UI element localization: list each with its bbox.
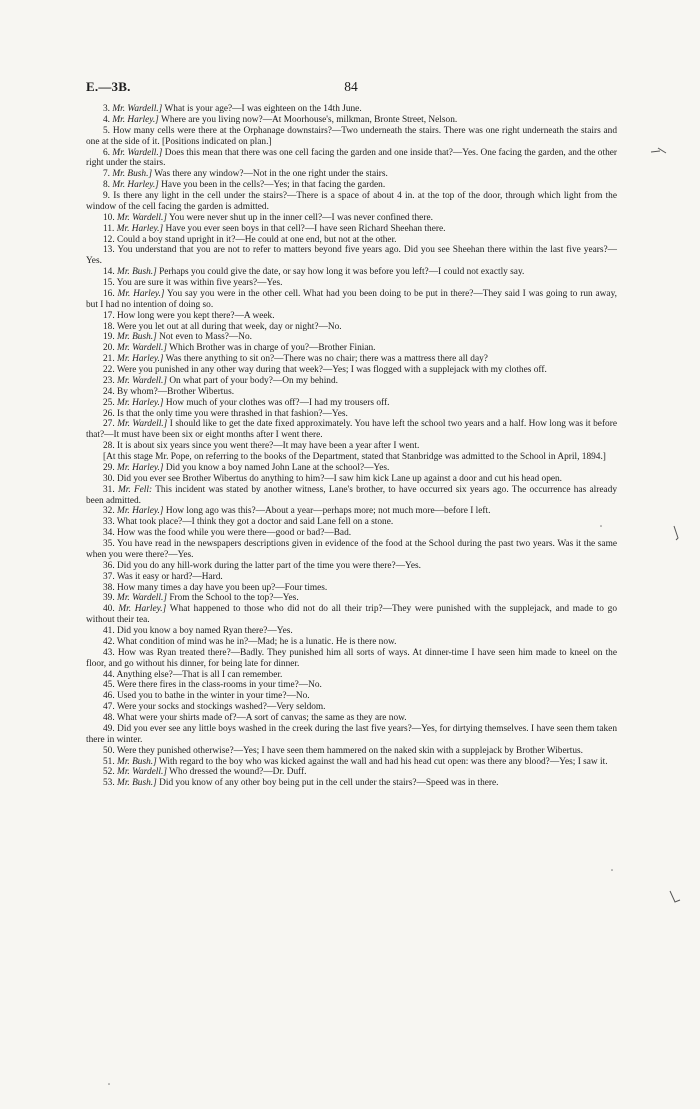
question-number: 28. [103,441,115,452]
transcript-paragraph [86,463,617,474]
paragraph-text: You were never shut up in the inner cell?—I was never confined there. [168,212,433,223]
question-number: 3. [103,104,111,114]
speaker-label: Mr. Bush.] [117,756,157,767]
transcript-paragraph [86,213,617,224]
question-number: 49. [103,723,115,734]
question-number: 48. [103,713,115,723]
paragraph-text: What condition of mind was he in?—Mad; he is a lunatic. He is there now. [116,636,397,647]
transcript-paragraph [86,365,617,376]
transcript-paragraph [86,180,617,191]
margin-mark [674,526,678,540]
transcript-paragraph [86,126,617,148]
transcript-paragraph [86,224,617,235]
transcript-paragraph [86,311,617,322]
question-number: 51. [103,756,115,767]
question-number: 21. [103,354,115,365]
question-number: 33. [103,517,115,528]
question-number: 50. [103,745,115,756]
question-number: 20. [103,343,115,354]
paragraph-text: What took place?—I think they got a doctor and said Lane fell on a stone. [116,517,394,528]
paragraph-text: What happened to those who did not do all their trip?—They were punished with the supplejack, and made to go without their tea. [86,604,617,626]
transcript-paragraph [86,441,617,452]
speaker-label: Mr. Wardell.] [112,147,163,158]
transcript-paragraph [86,778,617,789]
paragraph-text: You say you were in the other cell. What had you been doing to be put in there?—They said I was going to run away, but I had no intention of doing so. [86,288,617,310]
paragraph-text: Were you let out at all during that week, day or night?—No. [116,321,342,332]
question-number: 44. [103,669,115,680]
question-number: 5. [103,125,111,136]
paragraph-text: [At this stage Mr. Pope, on referring to the books of the Department, stated that Stanbridge was admitted to the School in April, 1894.] [103,452,606,462]
question-number: 42. [103,636,115,647]
question-number: 34. [103,528,115,539]
transcript-paragraph [86,583,617,594]
transcript-paragraph [86,637,617,648]
paragraph-text: It is about six years since you went there?—It may have been a year after I went. [117,441,420,452]
question-number: 38. [103,582,115,593]
speaker-label: Mr. Wardell.] [117,419,168,430]
transcript-paragraph [86,539,617,561]
transcript-paragraph [86,572,617,583]
transcript-paragraph [86,115,617,126]
paragraph-text: How was Ryan treated there?—Badly. They punished him all sorts of ways. At dinner-time I have seen him made to kneel on the floor, and go without his dinner, for being late for dinner. [86,647,617,669]
transcript-paragraph [86,245,617,267]
question-number: 26. [103,408,115,419]
transcript-paragraph [86,398,617,409]
paragraph-text: By whom?—Brother Wibertus. [117,386,235,397]
speaker-label: Mr. Harley.] [116,223,164,234]
transcript-paragraph [86,506,617,517]
transcript-paragraph [86,419,617,441]
paragraph-text: Did you ever see Brother Wibertus do anything to him?—I saw him kick Lane up against a door and cut his head open. [117,473,563,484]
margin-mark [651,148,666,153]
transcript-paragraph [86,332,617,343]
paragraph-text: Were you punished in any other way during that week?—Yes; I was flogged with a supplejack with my clothes off. [116,365,547,375]
transcript-paragraph [86,148,617,170]
question-number: 19. [103,332,115,343]
paragraph-text: What were your shirts made of?—A sort of canvas; the same as they are now. [116,713,407,723]
paragraph-text: You are sure it was within five years?—Yes. [116,278,283,288]
transcript-paragraph [86,409,617,420]
transcript-paragraph [86,680,617,691]
question-number: 36. [103,560,115,571]
speaker-label: Mr. Harley.] [112,180,159,191]
speaker-label: Mr. Harley.] [117,354,164,365]
question-number: 11. [103,223,115,234]
paragraph-text: Was there anything to sit on?—There was no chair; there was a mattress there all day? [165,354,488,365]
transcript-paragraph [86,278,617,289]
speaker-label: Mr. Bush.] [117,778,157,789]
transcript-paragraph [86,702,617,713]
question-number: 52. [103,767,115,778]
speaker-label: Mr. Harley.] [117,506,164,517]
paragraph-text: Not even to Mass?—No. [159,332,252,343]
transcript-paragraph [86,604,617,626]
paragraph-text: Does this mean that there was one cell facing the garden and one inside that?—Yes. One facing the garden, and the other right under the stairs. [86,147,618,169]
paragraph-text: What is your age?—I was eighteen on the 14th June. [164,104,362,114]
paragraph-text: Did you ever see any little boys washed in the creek during the last five years?—Yes, for dirtying themselves. I have seen them taken there in winter. [86,723,617,745]
page-header [86,79,616,95]
question-number: 27. [103,419,115,430]
question-number: 46. [103,691,115,702]
question-number: 41. [103,626,115,636]
paragraph-text: Did you know a boy named Ryan there?—Yes. [117,626,293,636]
paragraph-text: This incident was stated by another witness, Lane's brother, to have occurred six years ago. The occurrence has already been admitted. [86,484,618,506]
transcript-paragraph [86,517,617,528]
question-number: 43. [103,647,115,658]
question-number: 22. [103,365,115,375]
question-number: 53. [103,778,115,789]
question-number: 8. [103,180,111,191]
question-number: 18. [103,321,115,332]
question-number: 16. [103,288,115,299]
transcript-paragraph [86,354,617,365]
question-number: 12. [103,234,115,245]
transcript-paragraph [86,648,617,670]
paragraph-text: Is that the only time you were thrashed in that fashion?—Yes. [117,408,348,419]
paragraph-text: How many times a day have you been up?—Four times. [117,582,328,593]
question-number: 32. [103,506,115,517]
paragraph-text: I should like to get the date fixed approximately. You have left the school two years and a half. How long was it before that?—It must have been six or eight months after I went there. [86,419,617,441]
transcript-paragraph [86,485,617,507]
question-number: 39. [103,593,115,604]
transcript-paragraph [86,376,617,387]
speaker-label: Mr. Bush.] [117,332,157,343]
transcript-paragraph [86,267,617,278]
transcript-paragraph [86,387,617,398]
question-number: 25. [103,397,115,408]
document-reference: E.—3B. [86,79,131,94]
paragraph-text: Were there fires in the class-rooms in your time?—No. [116,680,322,691]
paragraph-text: Were they punished otherwise?—Yes; I have seen them hammered on the naked skin with a supplejack by Brother Wibertus. [116,745,583,756]
speaker-label: Mr. Bush.] [117,267,157,278]
paragraph-text: You understand that you are not to refer to matters beyond five years ago. Did you see Sheehan there within the last five years?—Yes. [86,245,617,267]
speaker-label: Mr. Harley.] [117,288,165,299]
question-number: 9. [103,191,111,201]
transcript-paragraph [86,746,617,757]
speaker-label: Mr. Harley.] [117,462,164,473]
question-number: 47. [103,702,115,713]
question-number: 29. [103,462,115,473]
paragraph-text: From the School to the top?—Yes. [169,593,299,604]
transcript-paragraph [86,474,617,485]
paragraph-text: Where are you living now?—At Moorhouse's, milkman, Bronte Street, Nelson. [161,114,458,125]
transcript-paragraph [86,670,617,681]
speaker-label: Mr. Wardell.] [117,343,167,354]
paragraph-text: Anything else?—That is all I can remember. [116,669,283,680]
paragraph-text: Was it easy or hard?—Hard. [116,571,223,582]
paragraph-text: Used you to bathe in the winter in your time?—No. [117,691,310,702]
margin-mark [670,891,680,902]
paragraph-text: Perhaps you could give the date, or say how long it was before you left?—I could not exactly say. [159,267,525,278]
question-number: 31. [103,484,115,495]
speaker-label: Mr. Wardell.] [112,104,163,114]
paragraph-text: Who dressed the wound?—Dr. Duff. [169,767,307,778]
transcript-paragraph [86,713,617,724]
transcript-paragraph [86,767,617,778]
evidence-transcript [86,104,617,789]
transcript-paragraph [86,561,617,572]
question-number: 7. [103,169,111,180]
margin-mark [611,869,613,871]
question-number: 40. [103,604,115,615]
paragraph-text: How long were you kept there?—A week. [117,310,275,321]
question-number: 45. [103,680,115,691]
paragraph-text: With regard to the boy who was kicked against the wall and had his head cut open: was there any blood?—Yes; I saw it. [158,756,608,767]
paragraph-text: Have you ever seen boys in that cell?—I have seen Richard Sheehan there. [165,223,446,234]
paragraph-text: Is there any light in the cell under the stairs?—There is a space of about 4 in. at the top of the door, through which light from the window of the cell facing the garden is admitted. [86,191,617,212]
speaker-label: Mr. Harley.] [118,604,167,615]
transcript-paragraph [86,169,617,180]
question-number: 15. [103,278,115,288]
speaker-label: Mr. Wardell.] [117,212,167,223]
transcript-paragraph [86,289,617,311]
speaker-label: Mr. Harley.] [117,397,164,408]
paragraph-text: How was the food while you were there—good or bad?—Bad. [117,528,352,539]
question-number: 23. [103,375,115,386]
paragraph-text: Could a boy stand upright in it?—He could at one end, but not at the other. [117,234,397,245]
paragraph-text: Was there any window?—Not in the one right under the stairs. [154,169,388,180]
transcript-paragraph [86,757,617,768]
question-number: 13. [103,245,115,256]
question-number: 35. [103,539,115,549]
paragraph-text: Did you know of any other boy being put in the cell under the stairs?—Speed was in there. [159,778,499,789]
paragraph-text: You have read in the newspapers descriptions given in evidence of the food at the School during the past two years. Was it the same when you were there?—Yes. [86,539,617,560]
transcript-paragraph [86,691,617,702]
transcript-paragraph [86,322,617,333]
paragraph-text: Were your socks and stockings washed?—Very seldom. [116,702,326,713]
speaker-label: Mr. Bush.] [112,169,153,180]
speaker-label: Mr. Wardell.] [117,375,167,386]
paragraph-text: Did you know a boy named John Lane at the school?—Yes. [165,462,390,473]
question-number: 14. [103,267,115,278]
speaker-label: Mr. Wardell.] [117,767,167,778]
transcript-paragraph [86,104,617,115]
speaker-label: Mr. Fell: [117,484,153,495]
transcript-paragraph [86,626,617,637]
transcript-paragraph [86,452,617,463]
speaker-label: Mr. Wardell.] [117,593,167,604]
question-number: 6. [103,147,111,158]
transcript-paragraph [86,343,617,354]
paragraph-text: Have you been in the cells?—Yes; in that facing the garden. [161,180,386,191]
transcript-paragraph [86,528,617,539]
paragraph-text: How many cells were there at the Orphanage downstairs?—Two underneath the stairs. There was one right underneath the stairs and one at the side of it. [Positions indicated on plan.] [86,125,617,147]
paragraph-text: Which Brother was in charge of you?—Brother Finian. [169,343,376,354]
question-number: 37. [103,571,115,582]
question-number: 10. [103,212,115,223]
paragraph-text: How long ago was this?—About a year—perhaps more; not much more—before I left. [165,506,491,517]
transcript-paragraph [86,724,617,746]
question-number: 24. [103,386,115,397]
transcript-paragraph [86,191,617,213]
question-number: 30. [103,473,115,484]
speaker-label: Mr. Harley.] [112,114,159,125]
question-number: 17. [103,310,115,321]
paragraph-text: Did you do any hill-work during the latter part of the time you were there?—Yes. [117,560,421,571]
paragraph-text: How much of your clothes was off?—I had my trousers off. [165,397,390,408]
transcript-paragraph [86,593,617,604]
margin-mark [108,1083,110,1085]
paragraph-text: On what part of your body?—On my behind. [169,375,338,386]
page-number: 84 [344,79,358,94]
transcript-paragraph [86,235,617,246]
question-number: 4. [103,114,111,125]
